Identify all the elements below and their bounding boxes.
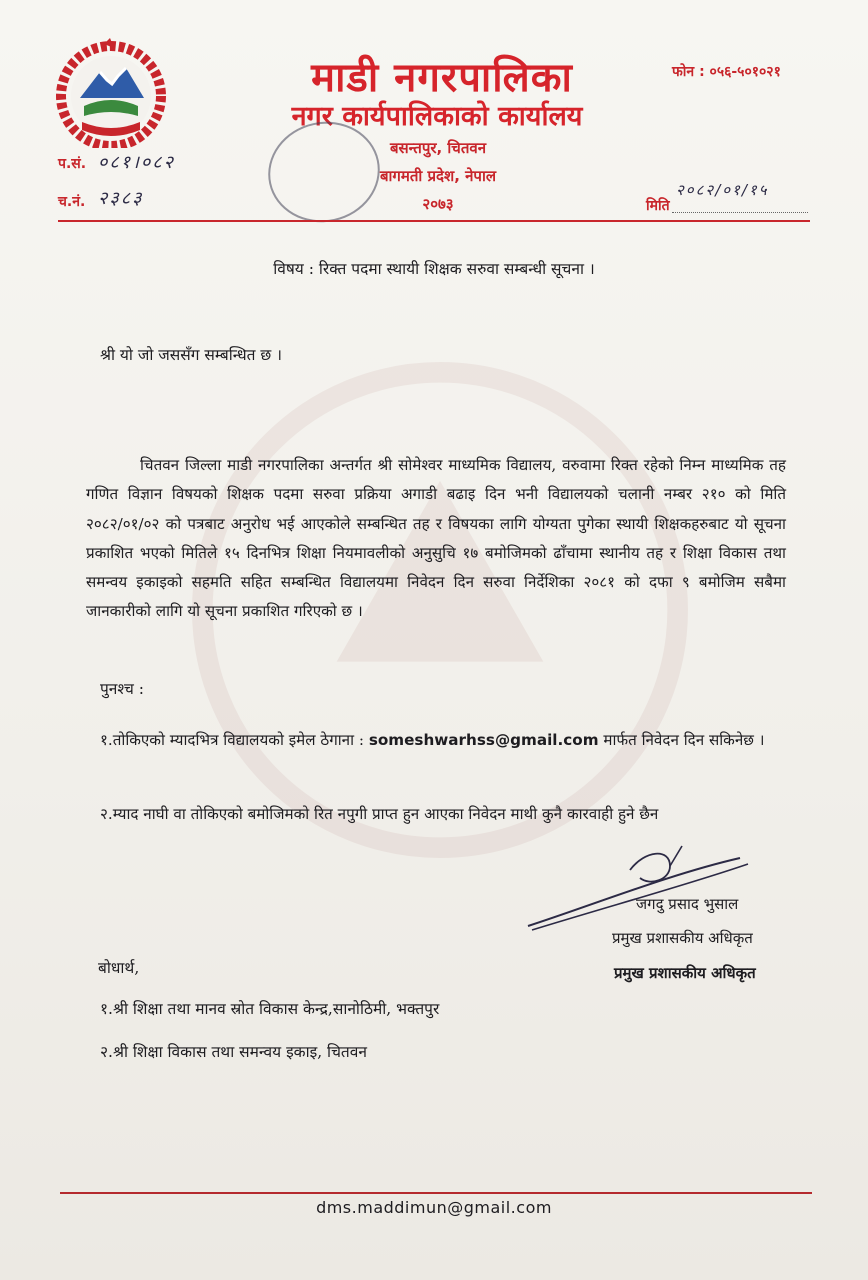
cc-item-1: १.श्री शिक्षा तथा मानव स्रोत विकास केन्द्र,सानोठिमी, भक्तपुर <box>100 1000 440 1018</box>
signatory-name: जगदु प्रसाद भुसाल <box>636 895 739 913</box>
letter-body: चितवन जिल्ला माडी नगरपालिका अन्तर्गत श्री सोमेश्वर माध्यमिक विद्यालय, वरुवामा रिक्त रहेको निम्न माध्यमिक तह गणित विज्ञान विषयको शिक्षक पदमा सरुवा प्रक्रिया अगाडी बढाइ दिन भनी विद्यालयको चलानी नम्बर २१० को मिति २०८२/०१/०२ को पत्रबाट अनुरोध भई आएकोले सम्बन्धित तह र विषयका लागि योग्यता पुगेका स्थायी शिक्षकहरुबाट यो सूचना प्रकाशित भएको मितिले १५ दिनभित्र शिक्षा नियमावलीको अनुसुचि १७ बमोजिमको ढाँचामा स्थानीय तह र शिक्षा विकास तथा समन्वय इकाइको सहमति सहित सम्बन्धित विद्यालयमा निवेदन दिन सरुवा निर्देशिका २०८१ को दफा ९ बमोजिम सबैमा जानकारीको लागि यो सूचना प्रकाशित गरिएको छ । <box>86 456 786 621</box>
date-dotted-line <box>672 212 808 213</box>
nepal-government-emblem-icon <box>52 38 170 148</box>
office-subtitle: नगर कार्यपालिकाको कार्यालय <box>291 101 583 132</box>
ps-label: प.सं. <box>58 156 87 172</box>
date-value: २०८२/०१/१५ <box>676 181 769 199</box>
address-line-2: बागमती प्रदेश, नेपाल <box>379 167 497 185</box>
signatory-title-handwritten: प्रमुख प्रशासकीय अधिकृत <box>612 929 753 947</box>
postscript-item-1 <box>100 726 790 755</box>
school-email-link[interactable]: someshwarhss@gmail.com <box>368 731 599 749</box>
header-divider <box>58 220 810 222</box>
phone-number: फोन : ०५६-५०१०२१ <box>672 64 781 80</box>
ps1-text-after: मार्फत निवेदन दिन सकिनेछ । <box>603 731 765 749</box>
letter-salutation: श्री यो जो जससँग सम्बन्धित छ । <box>100 346 283 364</box>
letter-subject: विषय : रिक्त पदमा स्थायी शिक्षक सरुवा सम्बन्धी सूचना । <box>273 260 595 278</box>
cn-label: च.नं. <box>58 194 86 210</box>
cn-value: २३८३ <box>98 188 144 209</box>
address-line-1: बसन्तपुर, चितवन <box>389 139 487 157</box>
ps-value: ०८१।०८२ <box>98 152 175 173</box>
footer-email[interactable]: dms.maddimun@gmail.com <box>316 1198 552 1217</box>
ps1-text-before: १.तोकिएको म्यादभित्र विद्यालयको इमेल ठेगाना : <box>100 731 364 749</box>
signatory-title-stamp: प्रमुख प्रशासकीय अधिकृत <box>614 964 756 982</box>
signature-scribble <box>520 840 790 935</box>
postscript-heading: पुनश्च : <box>100 680 144 698</box>
footer-divider <box>60 1192 812 1194</box>
office-name: माडी नगरपालिका <box>311 55 573 101</box>
cc-item-2: २.श्री शिक्षा विकास तथा समन्वय इकाइ, चितवन <box>100 1043 367 1061</box>
cc-heading: बोधार्थ, <box>98 959 140 977</box>
established-year: २०७३ <box>422 195 454 213</box>
date-label: मिति <box>646 198 670 214</box>
postscript-item-2: २.म्याद नाघी वा तोकिएको बमोजिमको रित नपुगी प्राप्त हुन आएका निवेदन माथी कुनै कारवाही हुने छैन <box>100 805 659 823</box>
